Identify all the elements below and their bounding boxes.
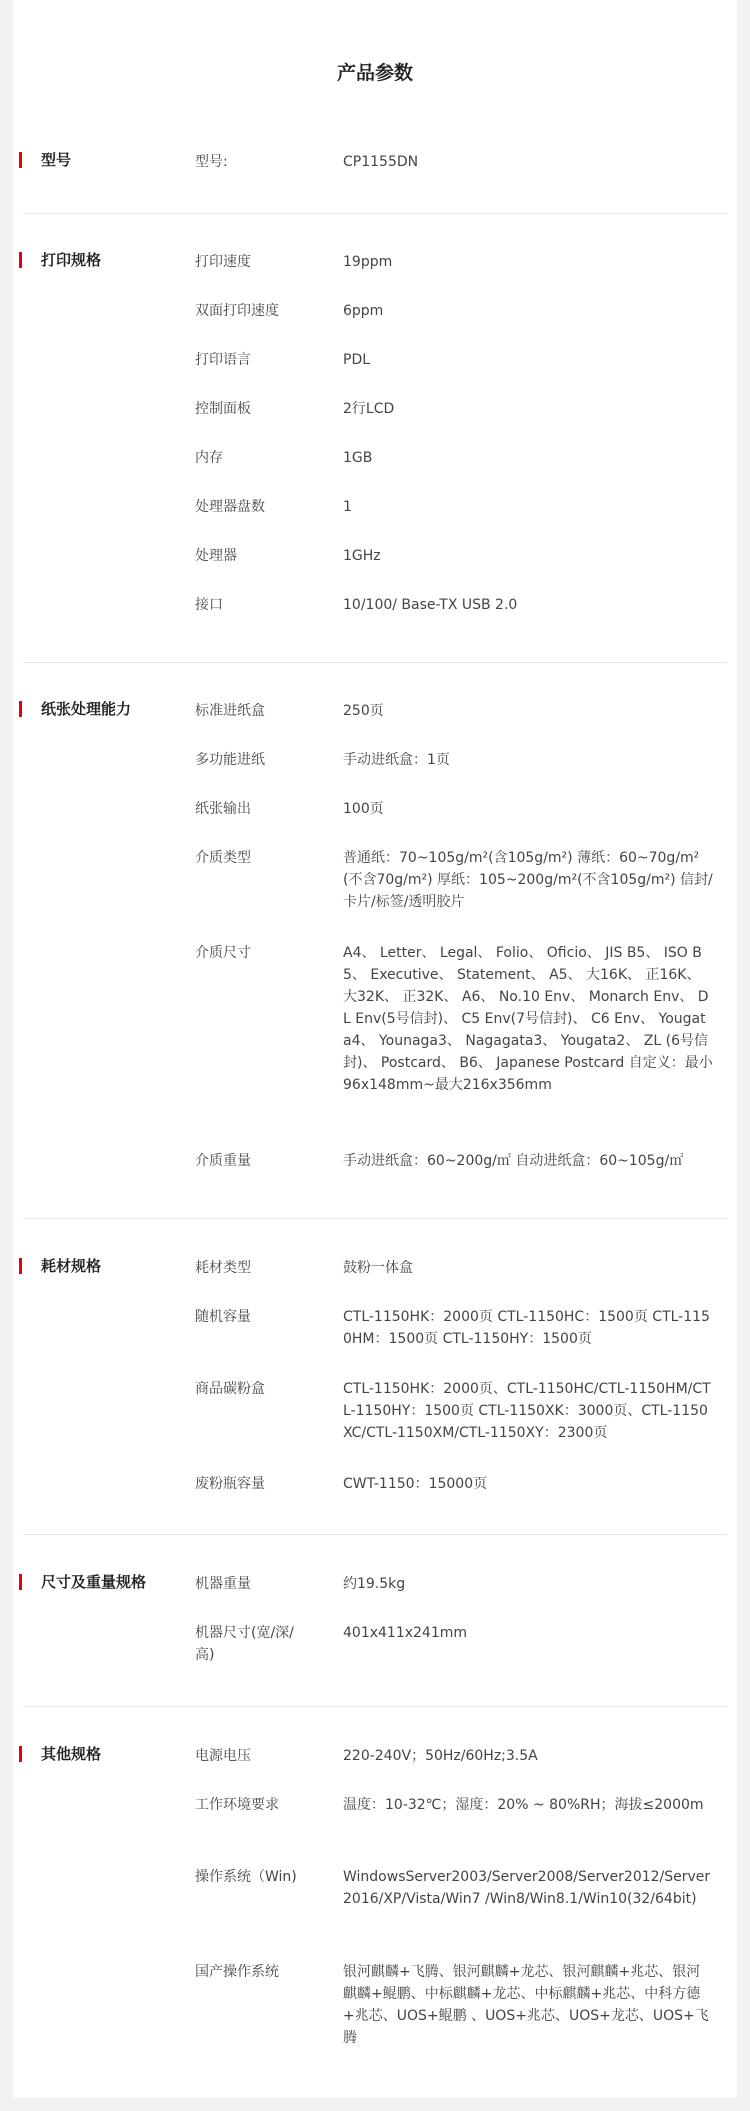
section-title-label: 打印规格	[41, 251, 102, 269]
page-title: 产品参数	[336, 62, 413, 84]
spec-label: 商品碳粉盒	[195, 1381, 265, 1397]
spec-value: 100页	[343, 801, 384, 817]
spec-value: CWT-1150：15000页	[343, 1476, 488, 1492]
spec-value: 手动进纸盒：1页	[343, 752, 450, 768]
section-divider	[23, 1218, 727, 1219]
spec-value: 19ppm	[343, 254, 393, 270]
spec-value: CTL-1150HK：2000页 CTL-1150HC：1500页 CTL-1150HM：1500页 CTL-1150HY：1500页	[343, 1309, 710, 1347]
spec-label: 随机容量	[195, 1309, 251, 1325]
spec-label: 机器重量	[195, 1576, 251, 1592]
section-title-label: 尺寸及重量规格	[41, 1573, 147, 1591]
spec-value: 1	[343, 499, 352, 515]
spec-label: 打印速度	[195, 254, 251, 270]
spec-value: 250页	[343, 703, 384, 719]
spec-label: 处理器盘数	[195, 499, 265, 515]
section-divider	[23, 662, 727, 663]
section-marker-bar	[19, 701, 22, 717]
spec-label: 内存	[195, 450, 223, 466]
spec-label: 机器尺寸(宽/深/高)	[195, 1625, 294, 1663]
spec-value: 6ppm	[343, 303, 384, 319]
section-marker-bar	[19, 152, 22, 168]
section-marker-bar	[19, 1746, 22, 1762]
spec-value: A4、 Letter、 Legal、 Folio、 Oficio、 JIS B5、 ISO B5、 Executive、 Statement、 A5、 大16K、 正16K、 大32K、 正32K、 A6、 No.10 Env、 Monarch Env、 DL Env(5号信封)、 C5 Env(7号信封)、 C6 Env、 Yougata4、 Younaga3、 Nagagata3、 Yougata2、 ZL (6号信封)、 Postcard、 B6、 Japanese Postcard 自定义：最小96x148mm~最大216x356mm	[343, 945, 713, 1093]
spec-label: 处理器	[195, 548, 237, 564]
spec-value: 鼓粉一体盒	[343, 1260, 413, 1276]
spec-label: 型号:	[195, 154, 228, 170]
spec-value: 1GHz	[343, 548, 381, 564]
spec-value: PDL	[343, 352, 371, 368]
spec-label: 多功能进纸	[195, 752, 265, 768]
section-divider	[23, 213, 727, 214]
spec-label: 耗材类型	[195, 1260, 251, 1276]
spec-label: 操作系统（Win)	[195, 1869, 297, 1885]
spec-label: 工作环境要求	[195, 1797, 279, 1813]
spec-label: 打印语言	[195, 352, 251, 368]
spec-label: 电源电压	[195, 1748, 251, 1764]
spec-value: 220-240V；50Hz/60Hz;3.5A	[343, 1748, 538, 1764]
spec-value: CTL-1150HK：2000页、CTL-1150HC/CTL-1150HM/CTL-1150HY：1500页 CTL-1150XK：3000页、CTL-1150XC/CTL-1150XM/CTL-1150XY：2300页	[343, 1381, 711, 1441]
section-divider	[23, 1706, 727, 1707]
section-marker-bar	[19, 1258, 22, 1274]
spec-value: 温度：10-32℃；湿度：20% ~ 80%RH；海拔≤2000m	[343, 1797, 704, 1813]
spec-label: 介质类型	[195, 850, 251, 866]
spec-value: CP1155DN	[343, 154, 419, 170]
spec-label: 纸张输出	[195, 801, 251, 817]
section-title-label: 耗材规格	[41, 1257, 102, 1275]
section-title-label: 型号	[41, 151, 72, 169]
spec-value: 401x411x241mm	[343, 1625, 468, 1641]
spec-label: 国产操作系统	[195, 1964, 279, 1980]
spec-value: 1GB	[343, 450, 373, 466]
spec-value: 银河麒麟+飞腾、银河麒麟+龙芯、银河麒麟+兆芯、银河麒麟+鲲鹏、中标麒麟+龙芯、中标麒麟+兆芯、中科方德+兆芯、UOS+鲲鹏 、UOS+兆芯、UOS+龙芯、UOS+飞腾	[343, 1964, 709, 2046]
spec-label: 接口	[195, 597, 223, 613]
spec-value: 手动进纸盒：60~200g/㎡ 自动进纸盒：60~105g/㎡	[343, 1153, 684, 1169]
spec-value: 约19.5kg	[343, 1576, 406, 1592]
product-spec-page	[13, 0, 737, 2098]
section-title-label: 纸张处理能力	[41, 700, 132, 718]
spec-label: 标准进纸盒	[195, 703, 265, 719]
spec-label: 双面打印速度	[195, 303, 279, 319]
spec-label: 控制面板	[195, 401, 251, 417]
spec-value: 10/100/ Base-TX USB 2.0	[343, 597, 518, 613]
section-marker-bar	[19, 252, 22, 268]
spec-label: 介质重量	[195, 1153, 251, 1169]
spec-value: WindowsServer2003/Server2008/Server2012/Server2016/XP/Vista/Win7 /Win8/Win8.1/Win10(32/64bit)	[343, 1869, 711, 1907]
section-title-label: 其他规格	[41, 1745, 102, 1763]
spec-value: 普通纸：70~105g/m²(含105g/m²) 薄纸：60~70g/m²(不含70g/m²) 厚纸：105~200g/m²(不含105g/m²) 信封/卡片/标签/透明胶片	[343, 850, 713, 910]
spec-label: 介质尺寸	[195, 945, 251, 961]
spec-label: 废粉瓶容量	[195, 1476, 265, 1492]
spec-value: 2行LCD	[343, 401, 395, 417]
section-divider	[23, 1534, 727, 1535]
section-marker-bar	[19, 1574, 22, 1590]
